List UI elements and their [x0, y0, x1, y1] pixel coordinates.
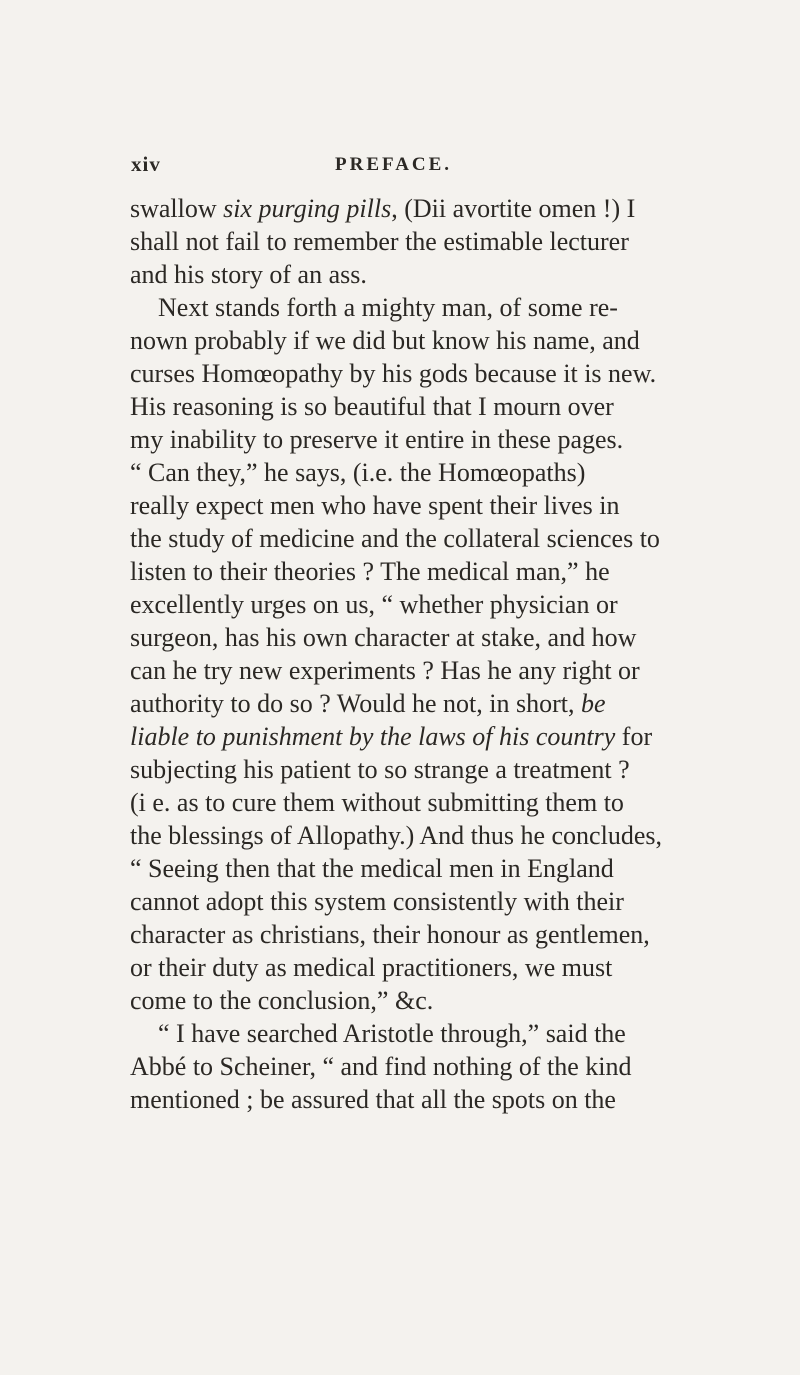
text-segment: subjecting his patient to so strange a treatment ?: [130, 755, 630, 784]
text-line: [130, 588, 800, 621]
text-line: [130, 819, 800, 852]
text-line: [130, 621, 800, 654]
text-line: [130, 654, 800, 687]
text-segment: for: [615, 722, 653, 751]
text-segment: (i e. as to cure them without submitting them to: [130, 788, 624, 817]
text-segment: curses Homœopathy by his gods because it is new.: [130, 359, 657, 388]
text-line: [130, 291, 800, 324]
text-segment: character as christians, their honour as gentlemen,: [130, 920, 650, 949]
text-segment: His reasoning is so beautiful that I mourn over: [130, 392, 614, 421]
text-segment: cannot adopt this system consistently with their: [130, 887, 624, 916]
text-line: [130, 357, 800, 390]
text-line: [130, 918, 800, 951]
text-line: [130, 984, 800, 1017]
text-line: [130, 423, 800, 456]
italic-text: six purging pills: [223, 194, 392, 223]
text-line: [130, 192, 800, 225]
text-segment: “ Can they,” he says, (i.e. the Homœopaths): [130, 458, 586, 487]
text-segment: swallow: [130, 194, 224, 223]
text-line: [130, 951, 800, 984]
text-segment: my inability to preserve it entire in these pages.: [130, 425, 624, 454]
text-segment: “ I have searched Aristotle through,” said the: [158, 1019, 626, 1048]
running-head: [0, 0, 800, 200]
text-line: [130, 456, 800, 489]
text-segment: Next stands forth a mighty man, of some re-: [158, 293, 618, 322]
text-line: [130, 720, 800, 753]
page-number: xiv: [131, 152, 161, 176]
text-line: [130, 852, 800, 885]
text-segment: really expect men who have spent their lives in: [130, 491, 620, 520]
text-segment: “ Seeing then that the medical men in England: [130, 854, 614, 883]
text-line: [130, 1050, 800, 1083]
text-line: [130, 489, 800, 522]
text-segment: Abbé to Scheiner, “ and find nothing of the kind: [130, 1052, 632, 1081]
text-segment: excellently urges on us, “ whether physician or: [130, 590, 618, 619]
text-line: [130, 786, 800, 819]
text-segment: and his story of an ass.: [130, 260, 367, 289]
text-segment: authority to do so ? Would he not, in short,: [130, 689, 581, 718]
text-line: [130, 324, 800, 357]
text-segment: shall not fail to remember the estimable lecturer: [130, 227, 629, 256]
text-line: [130, 687, 800, 720]
text-line: [130, 258, 800, 291]
text-line: [130, 885, 800, 918]
text-line: [130, 1017, 800, 1050]
text-line: [130, 522, 800, 555]
text-line: [130, 1083, 800, 1116]
text-segment: or their duty as medical practitioners, we must: [130, 953, 613, 982]
text-line: [130, 753, 800, 786]
text-line: [130, 390, 800, 423]
text-segment: come to the conclusion,” &c.: [130, 986, 434, 1015]
text-segment: the study of medicine and the collateral sciences to: [130, 524, 660, 553]
text-line: [130, 555, 800, 588]
text-segment: nown probably if we did but know his name, and: [130, 326, 640, 355]
text-segment: listen to their theories ? The medical man,” he: [130, 557, 610, 586]
text-segment: mentioned ; be assured that all the spots on the: [130, 1085, 616, 1114]
text-segment: , (Dii avortite omen !) I: [391, 194, 636, 223]
italic-text: liable to punishment by the laws of his country: [130, 722, 616, 751]
text-segment: surgeon, has his own character at stake, and how: [130, 623, 637, 652]
text-segment: the blessings of Allopathy.) And thus he concludes,: [130, 821, 662, 850]
text-segment: can he try new experiments ? Has he any right or: [130, 656, 640, 685]
italic-text: be: [580, 689, 606, 718]
body-text: [130, 192, 800, 1116]
text-line: [130, 225, 800, 258]
running-title: PREFACE.: [335, 154, 453, 175]
